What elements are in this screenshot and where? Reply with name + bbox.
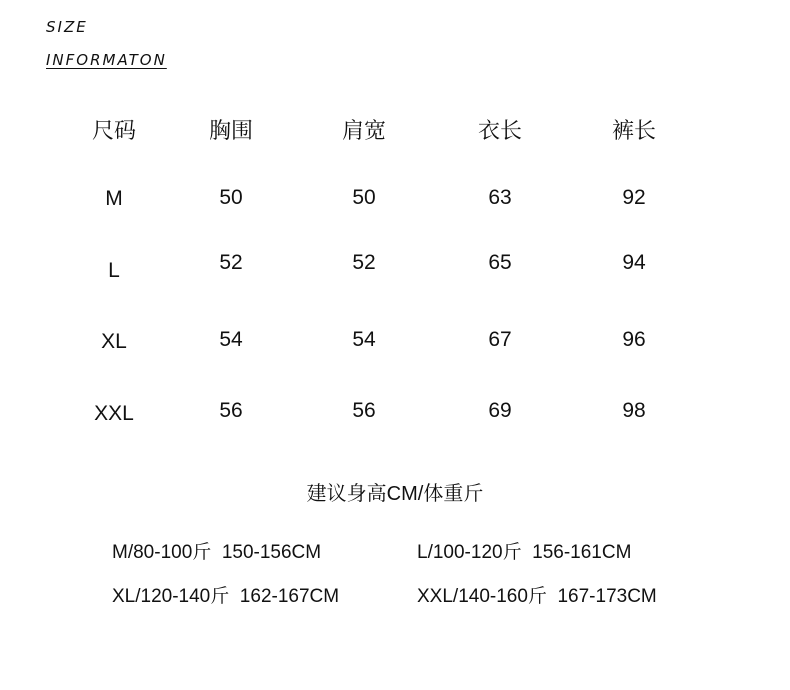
table-cell-pants-length: 92	[622, 186, 646, 209]
table-cell-top-length: 67	[488, 328, 512, 351]
table-cell-pants-length: 98	[622, 399, 646, 422]
recommendation-title: 建议身高CM/体重斤	[306, 483, 484, 505]
table-cell-size: L	[108, 259, 120, 282]
recommendation-item: L/100-120斤 156-161CM	[417, 542, 632, 563]
table-cell-pants-length: 96	[622, 328, 646, 351]
table-cell-size: M	[105, 187, 123, 210]
table-cell-size: XXL	[94, 402, 134, 425]
table-cell-top-length: 69	[488, 399, 512, 422]
recommendation-item: M/80-100斤 150-156CM	[112, 542, 322, 563]
table-cell-shoulder: 54	[352, 328, 376, 351]
table-cell-chest: 56	[219, 399, 243, 422]
size-header-subtitle: INFORMATON	[46, 51, 167, 69]
table-cell-shoulder: 50	[352, 186, 376, 209]
table-cell-chest: 52	[219, 251, 243, 274]
table-cell-pants-length: 94	[622, 251, 646, 274]
column-header-size: 尺码	[91, 118, 137, 143]
table-cell-top-length: 65	[488, 251, 512, 274]
table-cell-size: XL	[101, 330, 127, 353]
column-header-chest: 胸围	[208, 118, 254, 143]
recommendation-item: XL/120-140斤 162-167CM	[112, 586, 340, 607]
recommendation-item: XXL/140-160斤 167-173CM	[417, 586, 657, 607]
column-header-pants-length: 裤长	[611, 118, 657, 143]
size-header-title: SIZE	[46, 18, 88, 36]
table-cell-chest: 54	[219, 328, 243, 351]
table-cell-shoulder: 52	[352, 251, 376, 274]
table-cell-shoulder: 56	[352, 399, 376, 422]
table-cell-top-length: 63	[488, 186, 512, 209]
column-header-top-length: 衣长	[477, 118, 523, 143]
table-cell-chest: 50	[219, 186, 243, 209]
column-header-shoulder: 肩宽	[341, 118, 387, 143]
